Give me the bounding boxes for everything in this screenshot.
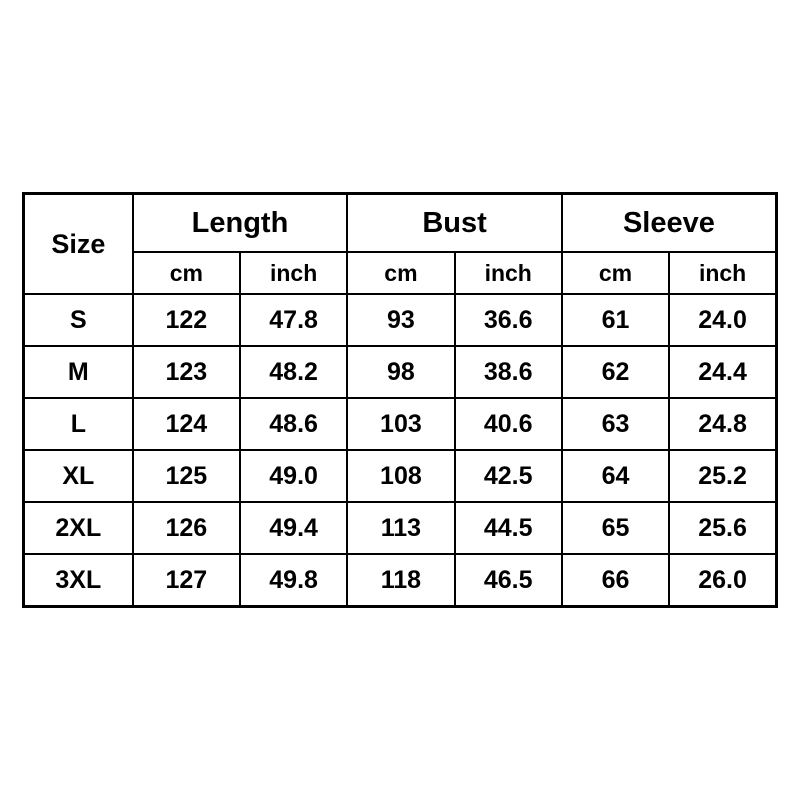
cell-length-inch: 48.6 [240, 398, 347, 450]
header-length-cm: cm [133, 252, 240, 294]
cell-bust-cm: 113 [347, 502, 454, 554]
table-header [24, 194, 777, 295]
cell-length-inch: 49.8 [240, 554, 347, 607]
cell-length-inch: 47.8 [240, 294, 347, 346]
cell-sleeve-inch: 25.6 [669, 502, 776, 554]
cell-length-cm: 126 [133, 502, 240, 554]
cell-sleeve-inch: 26.0 [669, 554, 776, 607]
cell-size: M [24, 346, 133, 398]
cell-length-cm: 127 [133, 554, 240, 607]
cell-bust-cm: 118 [347, 554, 454, 607]
header-group-bust: Bust [347, 194, 562, 253]
table-row [24, 502, 777, 554]
cell-length-cm: 125 [133, 450, 240, 502]
header-group-sleeve: Sleeve [562, 194, 777, 253]
table-row [24, 554, 777, 607]
cell-bust-cm: 103 [347, 398, 454, 450]
cell-bust-inch: 38.6 [455, 346, 562, 398]
cell-size: XL [24, 450, 133, 502]
header-bust-cm: cm [347, 252, 454, 294]
cell-sleeve-cm: 64 [562, 450, 669, 502]
cell-bust-cm: 108 [347, 450, 454, 502]
table-body [24, 294, 777, 607]
cell-size: L [24, 398, 133, 450]
cell-length-cm: 123 [133, 346, 240, 398]
cell-bust-cm: 98 [347, 346, 454, 398]
cell-length-inch: 48.2 [240, 346, 347, 398]
header-bust-inch: inch [455, 252, 562, 294]
header-sleeve-inch: inch [669, 252, 776, 294]
size-chart-table [22, 192, 778, 608]
cell-sleeve-inch: 25.2 [669, 450, 776, 502]
cell-size: 3XL [24, 554, 133, 607]
cell-sleeve-cm: 61 [562, 294, 669, 346]
table-row [24, 294, 777, 346]
table-row [24, 346, 777, 398]
header-group-length: Length [133, 194, 348, 253]
cell-length-cm: 124 [133, 398, 240, 450]
cell-length-inch: 49.4 [240, 502, 347, 554]
cell-size: S [24, 294, 133, 346]
cell-bust-inch: 46.5 [455, 554, 562, 607]
cell-size: 2XL [24, 502, 133, 554]
cell-sleeve-cm: 63 [562, 398, 669, 450]
cell-sleeve-cm: 65 [562, 502, 669, 554]
cell-sleeve-inch: 24.8 [669, 398, 776, 450]
header-sleeve-cm: cm [562, 252, 669, 294]
cell-bust-inch: 42.5 [455, 450, 562, 502]
header-row-units [24, 252, 777, 294]
cell-sleeve-cm: 66 [562, 554, 669, 607]
cell-sleeve-inch: 24.0 [669, 294, 776, 346]
size-chart-container [22, 192, 778, 608]
cell-sleeve-cm: 62 [562, 346, 669, 398]
cell-bust-inch: 36.6 [455, 294, 562, 346]
cell-bust-inch: 40.6 [455, 398, 562, 450]
header-length-inch: inch [240, 252, 347, 294]
header-row-groups [24, 194, 777, 253]
cell-sleeve-inch: 24.4 [669, 346, 776, 398]
table-row [24, 450, 777, 502]
cell-length-cm: 122 [133, 294, 240, 346]
cell-bust-inch: 44.5 [455, 502, 562, 554]
header-size: Size [24, 194, 133, 295]
cell-length-inch: 49.0 [240, 450, 347, 502]
cell-bust-cm: 93 [347, 294, 454, 346]
table-row [24, 398, 777, 450]
